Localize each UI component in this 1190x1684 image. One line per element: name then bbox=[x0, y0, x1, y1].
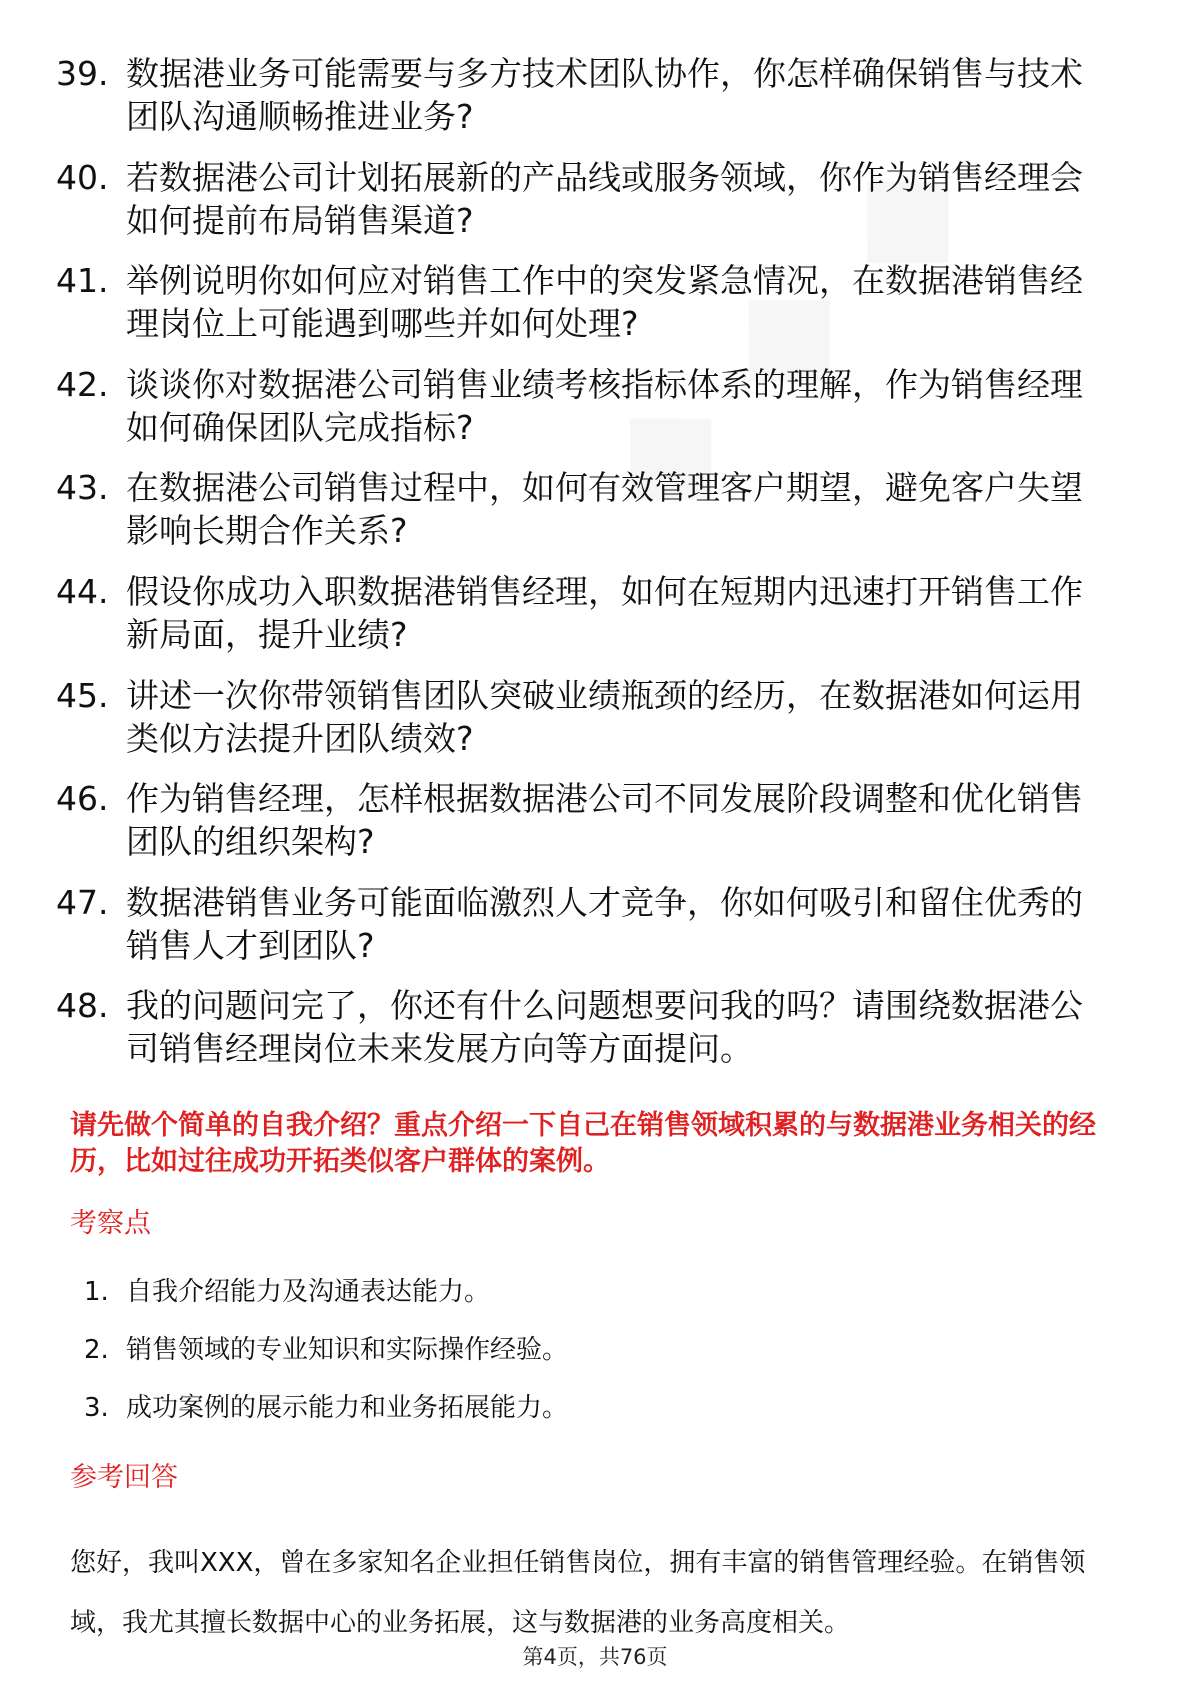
question-list bbox=[56, 52, 1116, 1088]
page-footer: 第4页，共76页 bbox=[522, 1645, 668, 1669]
question-number: 39. bbox=[56, 54, 109, 93]
question-text: 谈谈你对数据港公司销售业绩考核指标体系的理解，作为销售经理如何确保团队完成指标? bbox=[126, 364, 1083, 447]
point-text: 销售领域的专业知识和实际操作经验。 bbox=[126, 1335, 569, 1365]
question-text: 作为销售经理，怎样根据数据港公司不同发展阶段调整和优化销售团队的组织架构? bbox=[126, 779, 1083, 862]
question-item bbox=[56, 984, 1116, 1070]
question-item bbox=[56, 777, 1116, 863]
question-number: 40. bbox=[56, 157, 109, 197]
point-text: 成功案例的展示能力和业务拓展能力。 bbox=[126, 1393, 569, 1423]
question-text: 假设你成功入职数据港销售经理，如何在短期内迅速打开销售工作新局面，提升业绩? bbox=[126, 571, 1083, 654]
answer-label: 参考回答 bbox=[70, 1462, 178, 1493]
answer-text: 您好，我叫XXX，曾在多家知名企业担任销售岗位，拥有丰富的销售管理经验。在销售领域，我尤其擅长数据中心的业务拓展，这与数据港的业务高度相关。 bbox=[70, 1548, 1086, 1638]
point-number: 2. bbox=[84, 1335, 109, 1365]
point-item bbox=[84, 1390, 568, 1426]
points-label: 考察点 bbox=[70, 1208, 151, 1239]
point-item bbox=[84, 1274, 568, 1310]
question-text: 数据港销售业务可能面临激烈人才竞争，你如何吸引和留住优秀的销售人才到团队? bbox=[126, 882, 1083, 965]
question-item bbox=[56, 466, 1116, 552]
question-text: 举例说明你如何应对销售工作中的突发紧急情况，在数据港销售经理岗位上可能遇到哪些并如何处理? bbox=[126, 261, 1083, 344]
point-number: 3. bbox=[84, 1393, 109, 1423]
featured-question: 请先做个简单的自我介绍？重点介绍一下自己在销售领域积累的与数据港业务相关的经历，比如过往成功开拓类似客户群体的案例。 bbox=[70, 1110, 1096, 1177]
question-text: 若数据港公司计划拓展新的产品线或服务领域，你作为销售经理会如何提前布局销售渠道? bbox=[126, 157, 1083, 240]
question-number: 43. bbox=[56, 468, 109, 508]
point-number: 1. bbox=[84, 1277, 109, 1307]
question-number: 48. bbox=[56, 986, 109, 1026]
question-text: 数据港业务可能需要与多方技术团队协作，你怎样确保销售与技术团队沟通顺畅推进业务? bbox=[126, 54, 1083, 136]
question-number: 45. bbox=[56, 675, 109, 715]
point-item bbox=[84, 1332, 568, 1368]
question-number: 44. bbox=[56, 571, 109, 611]
question-text: 讲述一次你带领销售团队突破业绩瓶颈的经历，在数据港如何运用类似方法提升团队绩效? bbox=[126, 675, 1083, 758]
question-item bbox=[56, 156, 1116, 242]
question-text: 在数据港公司销售过程中，如何有效管理客户期望，避免客户失望影响长期合作关系? bbox=[126, 468, 1083, 551]
question-number: 46. bbox=[56, 779, 109, 819]
question-number: 42. bbox=[56, 364, 109, 404]
question-item bbox=[56, 52, 1116, 138]
question-item bbox=[56, 881, 1116, 967]
question-number: 47. bbox=[56, 882, 109, 922]
point-text: 自我介绍能力及沟通表达能力。 bbox=[126, 1277, 491, 1307]
question-item bbox=[56, 363, 1116, 449]
question-text: 我的问题问完了，你还有什么问题想要问我的吗？请围绕数据港公司销售经理岗位未来发展方向等方面提问。 bbox=[126, 986, 1083, 1069]
points-list bbox=[84, 1274, 568, 1448]
question-item bbox=[56, 259, 1116, 345]
question-item bbox=[56, 570, 1116, 656]
question-number: 41. bbox=[56, 261, 109, 301]
question-item bbox=[56, 674, 1116, 760]
